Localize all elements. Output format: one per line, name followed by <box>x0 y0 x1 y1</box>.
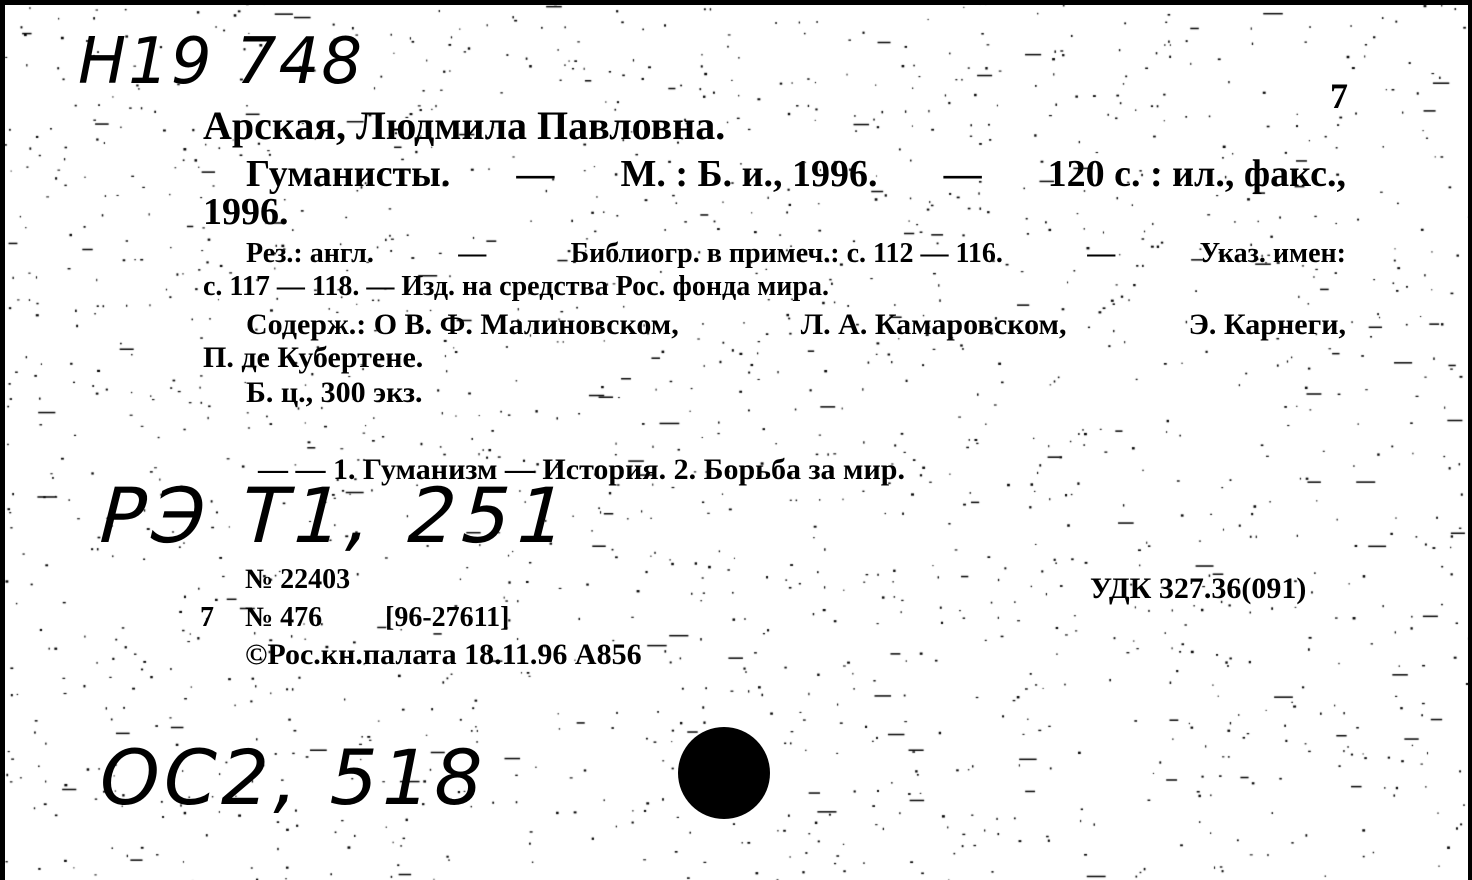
registration-number: № 22403 <box>245 564 351 595</box>
dash: — <box>943 153 982 195</box>
mark-seven: 7 <box>200 602 214 633</box>
dash: — <box>516 153 555 195</box>
physical-description: 120 с. : ил., факс., <box>1047 153 1346 195</box>
price-and-print-run: Б. ц., 300 экз. <box>246 376 423 409</box>
notes-line-2: с. 117 — 118. — Изд. на средства Рос. фонда мира. <box>203 271 829 302</box>
title-line-2: 1996. <box>203 191 289 233</box>
contents-part-3: Э. Карнеги, <box>1188 308 1346 341</box>
card-number: 7 <box>1330 76 1348 116</box>
author-heading: Арская, Людмила Павловна. <box>203 103 726 148</box>
subject-headings: — — 1. Гуманизм — История. 2. Борьба за мир. <box>258 453 905 486</box>
index-note: Указ. имен: <box>1199 238 1346 269</box>
handwritten-code-rt: РЭ Т1, 251 <box>89 471 583 560</box>
handwritten-code-os: ОС2, 518 <box>100 733 487 822</box>
contents-line-1 <box>246 310 1346 340</box>
dash: — <box>458 238 487 269</box>
handwritten-shelfmark: Н19 748 <box>78 25 365 99</box>
summary-note: Рез.: англ. <box>246 238 374 269</box>
copyright-line: ©Рос.кн.палата 18.11.96 А856 <box>245 638 642 671</box>
publication-info: М. : Б. и., 1996. <box>620 153 878 195</box>
udk-classification: УДК 327.36(091) <box>1090 572 1307 605</box>
card-number-476: № 476 <box>245 602 323 633</box>
title-text: Гуманисты. <box>246 153 451 195</box>
punch-hole <box>678 727 770 819</box>
title-line-1 <box>246 155 1346 193</box>
contents-line-2: П. де Кубертене. <box>203 341 424 374</box>
notes-line-1 <box>246 240 1346 268</box>
contents-part-2: Л. А. Камаровском, <box>800 308 1067 341</box>
card-series-bracket: [96-27611] <box>385 602 510 633</box>
contents-part-1: Содерж.: О В. Ф. Малиновском, <box>246 308 679 341</box>
bibliography-note: Библиогр. в примеч.: с. 112 — 116. <box>570 238 1003 269</box>
dash: — <box>1087 238 1116 269</box>
